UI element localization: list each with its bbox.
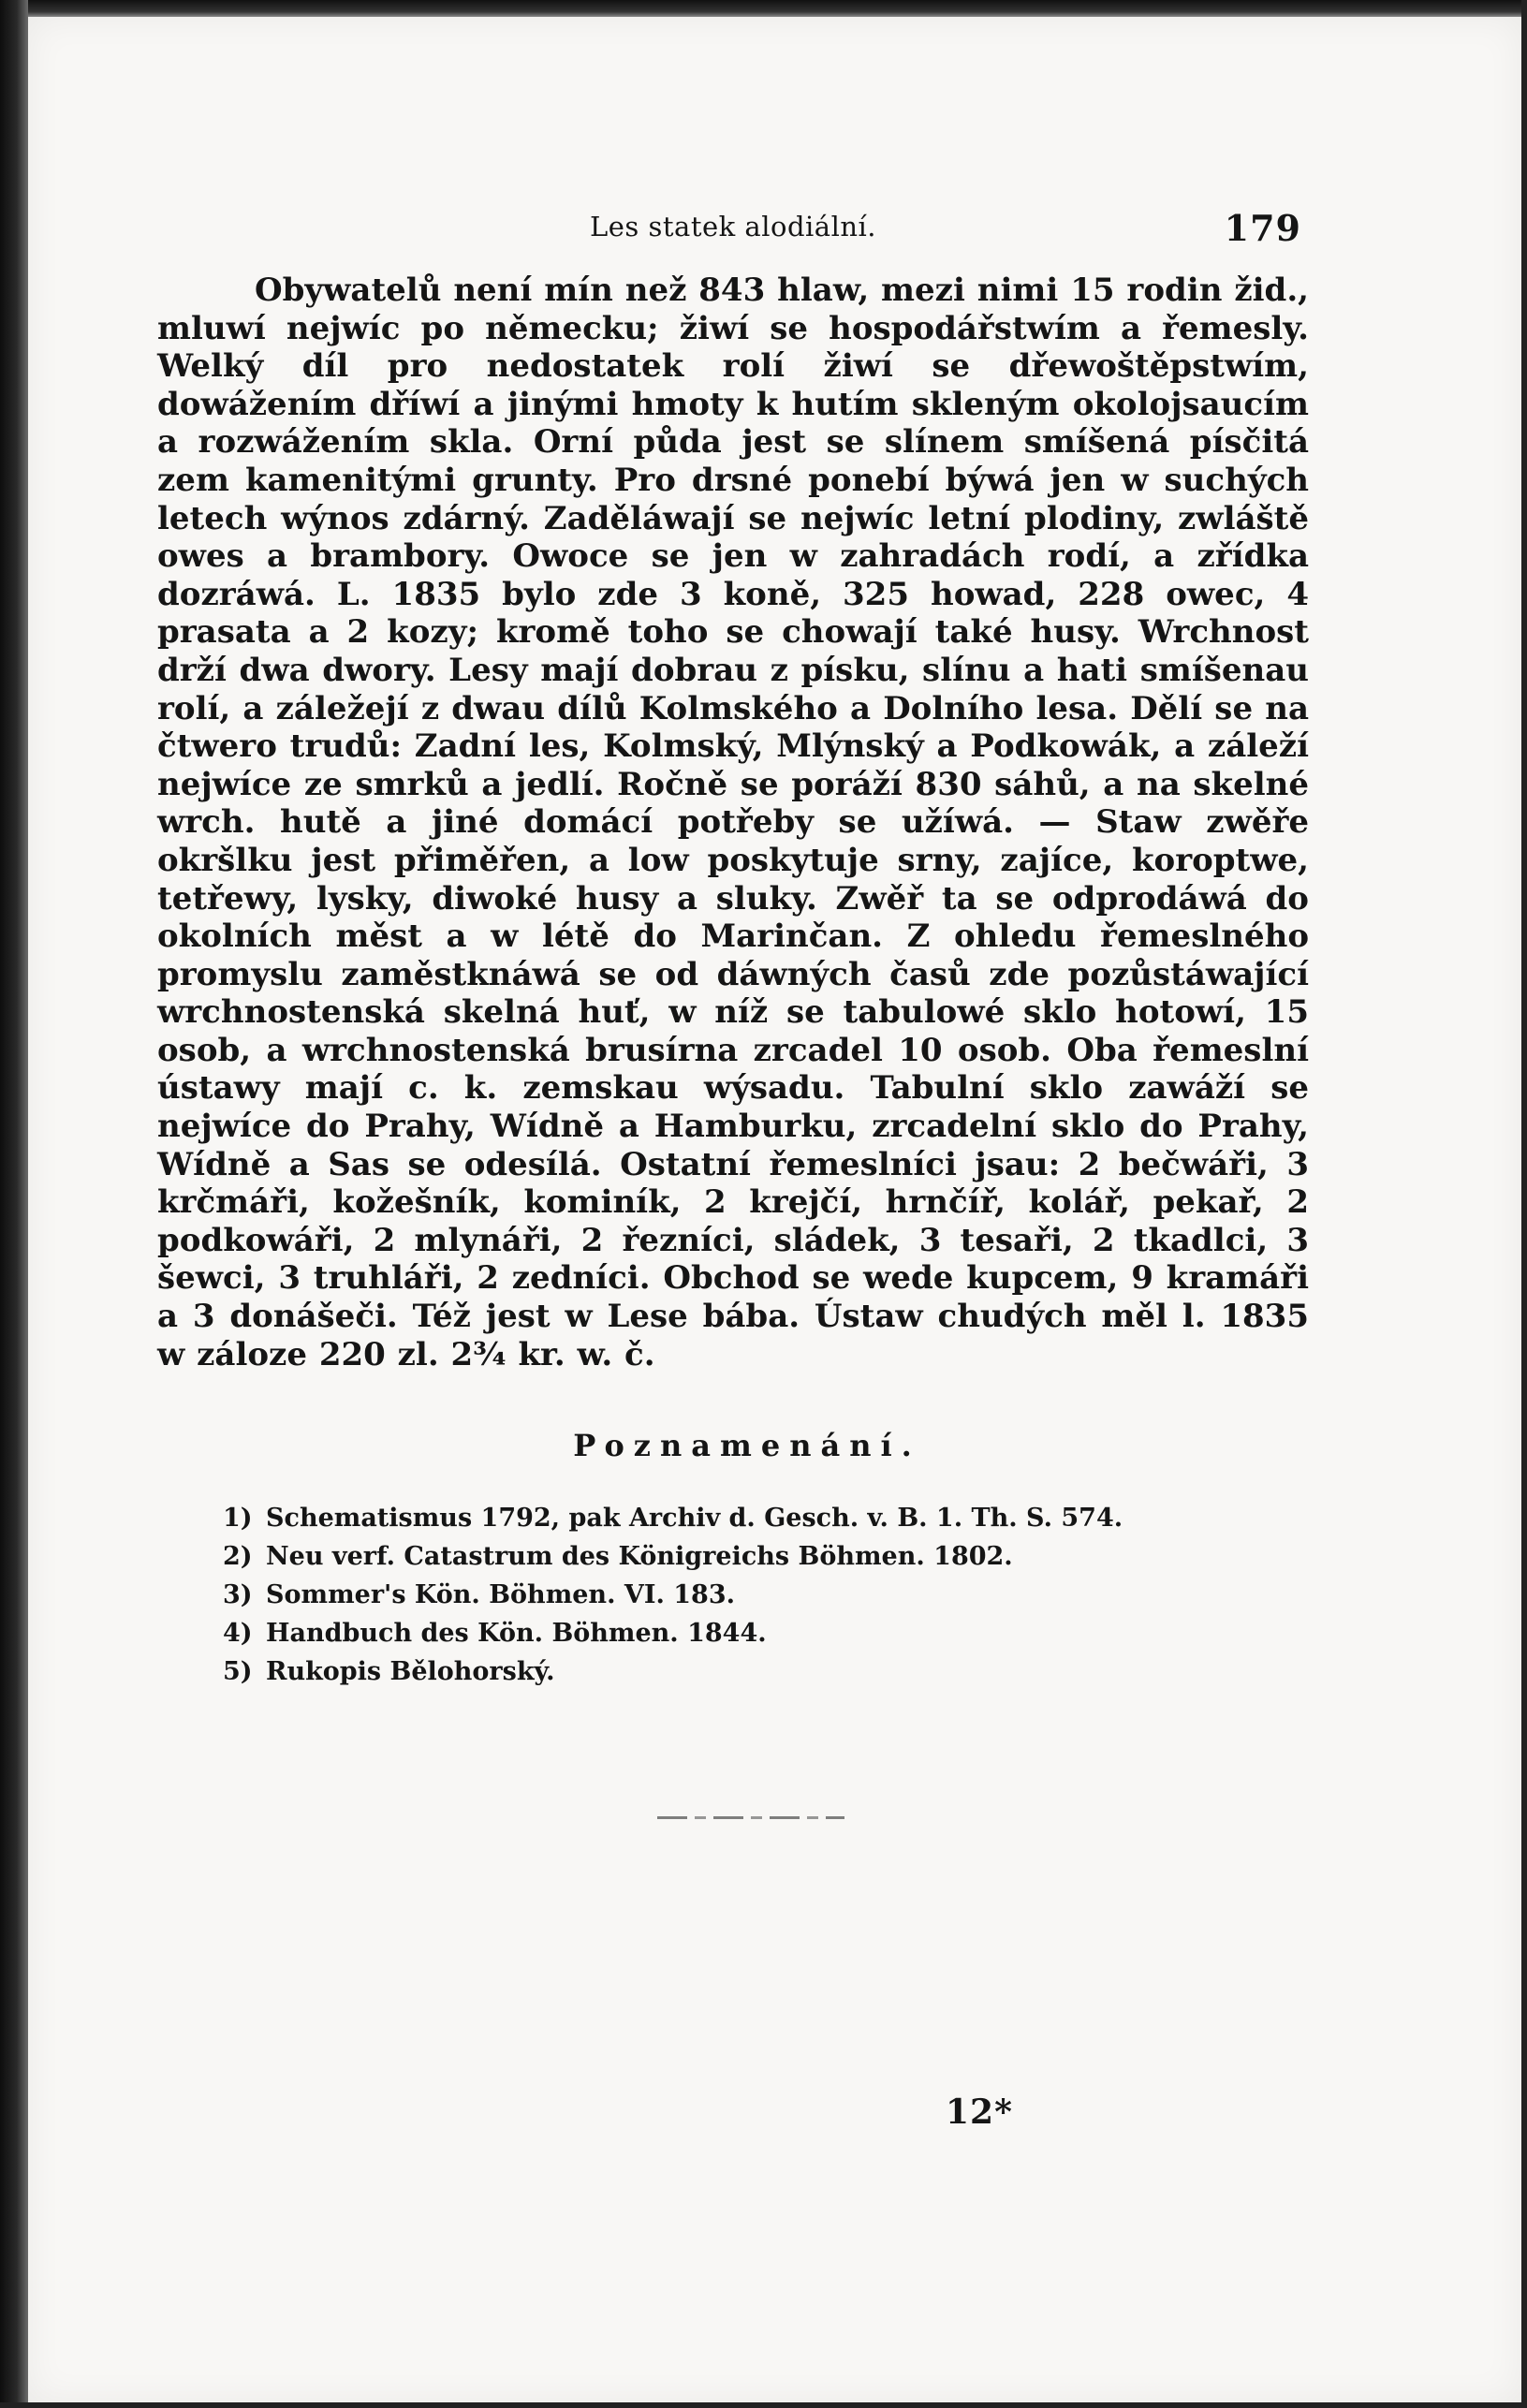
scan-border-left — [0, 0, 28, 2408]
note-item — [223, 1652, 1309, 1691]
note-text: Handbuch des Kön. Böhmen. 1844. — [266, 1619, 767, 1649]
note-text: Neu verf. Catastrum des Königreichs Böhmen. 1802. — [266, 1542, 1013, 1572]
note-number: 5) — [223, 1657, 253, 1687]
note-text: Schematismus 1792, pak Archiv d. Gesch. v. B. 1. Th. S. 574. — [266, 1504, 1123, 1534]
note-number: 1) — [223, 1504, 253, 1534]
page-header — [157, 207, 1309, 267]
note-number: 2) — [223, 1542, 253, 1572]
note-item — [223, 1537, 1309, 1576]
note-text: Rukopis Bělohorský. — [266, 1657, 555, 1687]
signature-mark: 12* — [946, 2092, 1013, 2132]
note-number: 4) — [223, 1619, 253, 1649]
scan-border-top — [0, 0, 1527, 17]
page-number: 179 — [1224, 207, 1301, 249]
note-item — [223, 1614, 1309, 1652]
scan-border-bottom — [0, 2402, 1527, 2408]
notes-heading: Poznamenání. — [573, 1428, 921, 1464]
note-item — [223, 1576, 1309, 1614]
body-paragraph: Obywatelů není mín než 843 hlaw, mezi nimi 15 rodin žid., mluwí nejwíc po německu; žiwí se hospodářstwím a řemesly. Welký díl pro nedostatek rolí žiwí se dřewoštěpstwím, dowážením dříwí a jinými hmoty k hutím skleným okolojsaucím a rozwážením skla. Orní půda jest se slínem smíšená písčitá zem kamenitými grunty. Pro drsné ponebí býwá jen w suchých letech wýnos zdárný. Zaděláwají se nejwíc letní plodiny, zwláště owes a brambory. Owoce se jen w zahradách rodí, a zřídka dozráwá. L. 1835 bylo zde 3 koně, 325 howad, 228 owec, 4 prasata a 2 kozy; kromě toho se chowají také husy. Wrchnost drží dwa dwory. Lesy mají dobrau z písku, slínu a hati smíšenau rolí, a záležejí z dwau dílů Kolmského a Dolního lesa. Dělí se na čtwero trudů: Zadní les, Kolmský, Mlýnský a Podkowák, a záleží nejwíce ze smrků a jedlí. Ročně se poráží 830 sáhů, a na skelné wrch. hutě a jiné domácí potřeby se užíwá. — Staw zwěře okršlku jest přiměřen, a low poskytuje srny, zajíce, koroptwe, tetřewy, lysky, diwoké husy a sluky. Zwěř ta se odprodáwá do okolních měst a w létě do Marinčan. Z ohledu řemeslného promyslu zaměstknáwá se od dáwných časů zde pozůstáwající wrchnostenská skelná huť, w níž se tabulowé sklo hotowí, 15 osob, a wrchnostenská brusírna zrcadel 10 osob. Oba řemeslní ústawy mají c. k. zemskau wýsadu. Tabulní sklo zawáží se nejwíce do Prahy, Wídně a Hamburku, zrcadelní sklo do Prahy, Wídně a Sas se odesílá. Ostatní řemeslníci jsau: 2 bečwáři, 3 krčmáři, kožešník, kominík, 2 krejčí, hrnčíř, kolář, pekař, 2 podkowáři, 2 mlynáři, 2 řezníci, sládek, 3 tesaři, 2 tkadlci, 3 šewci, 3 truhláři, 2 zedníci. Obchod se wede kupcem, 9 kramáři a 3 donášeči. Též jest w Lese bába. Ústaw chudých měl l. 1835 w záloze 220 zl. 2¾ kr. w. č. — [157, 272, 1309, 1373]
note-number: 3) — [223, 1580, 253, 1610]
page-content — [157, 207, 1309, 1691]
note-text: Sommer's Kön. Böhmen. VI. 183. — [266, 1580, 736, 1610]
running-title: Les statek alodiální. — [589, 211, 877, 242]
scan-border-right — [1521, 0, 1527, 2408]
section-divider-ornament — [657, 1816, 844, 1819]
note-item — [223, 1499, 1309, 1537]
notes-list — [223, 1499, 1309, 1691]
